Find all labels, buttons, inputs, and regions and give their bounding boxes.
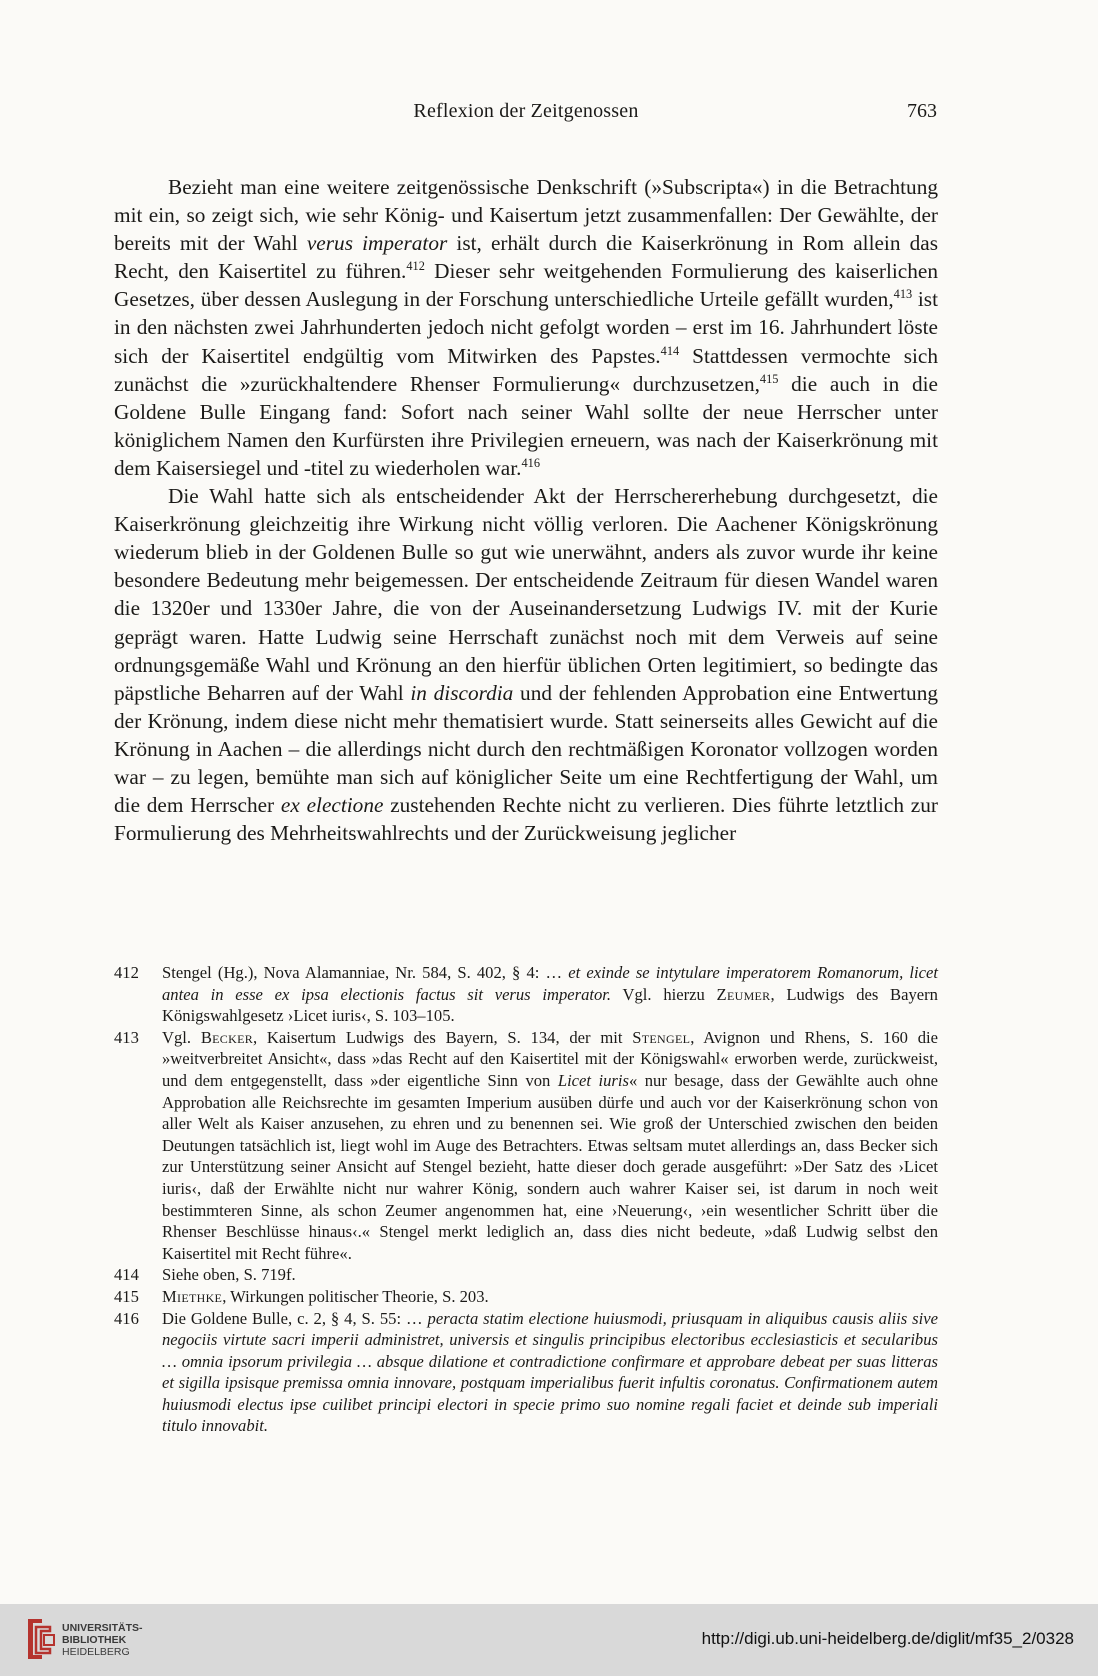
latin-phrase: Licet iuris: [557, 1070, 629, 1090]
text-run: und der fehlenden Approbation eine Entwertung der Krönung, indem diese nicht mehr thematisiert wurde. Statt seinerseits alles Gewicht auf die Krönung in Aachen – die allerdings nicht durch den rechtmäßigen Koronator vollzogen worden war – zu legen, bemühte man sich auf königlicher Seite um eine Rechtfertigung der Wahl, um die dem Herrscher: [114, 680, 939, 818]
footnote-ref-416[interactable]: 416: [521, 455, 540, 470]
text-run: Vgl.: [162, 1027, 201, 1047]
author-name: Stengel: [632, 1027, 691, 1047]
footnote-413: [114, 1027, 938, 1265]
latin-phrase: in discordia: [410, 680, 514, 705]
text-run: zustehenden Rechte nicht zu verlieren. Dies führte letztlich zur Formulierung des Mehrheitswahlrechts und der Zurückweisung jeglicher: [114, 793, 938, 846]
library-logo[interactable]: [24, 1615, 144, 1667]
author-name: Zeumer: [716, 984, 771, 1004]
footnote-text: [162, 962, 938, 1027]
author-name: Becker: [200, 1027, 254, 1047]
latin-quote: peracta statim electione huiusmodi, priusquam in aliquibus causis aliis sive negociis virtute sacri imperii administret, universis et singulis principibus electoribus ecclesiasticis et secularibus … omnia ipsorum privilegia … absque dilatione et contradictione confirmare et approbare debeat per suas litteras et sigilla ipsisque premissa omnia innovare, postquam imperialibus fuerit infultis coronatus. Confirmationem autem huiusmodi electus ipse cuilibet principi electori in specie primo suo nomine regali faciet et deinde sub imperiali titulo innovabit.: [162, 1308, 938, 1436]
text-run: Bezieht man eine weitere zeitgenössische Denkschrift (»Subscripta«) in die Betrachtung mit ein, so zeigt sich, wie sehr König- und Kaisertum jetzt zusammenfallen: Der Gewählte, der bereits mit der Wahl: [114, 175, 938, 256]
running-title: Reflexion der Zeitgenossen: [413, 100, 639, 122]
footnote-text: [162, 1286, 938, 1308]
text-run: , Avignon und Rhens, S. 160 die »weitverbreitet Ansicht«, dass »das Recht auf den Kaisertitel mit der Königswahl« erworben werde, zurückweist, und dem entgegenstellt, dass »der eigentliche Sinn von: [162, 1027, 938, 1090]
footnote-text: Siehe oben, S. 719f.: [162, 1265, 296, 1285]
footnote-text: [162, 1027, 938, 1265]
footnote-ref-414[interactable]: 414: [660, 343, 680, 358]
footnote-415: [114, 1286, 938, 1308]
running-head: [115, 100, 937, 132]
logo-line-1: UNIVERSITÄTS-: [62, 1622, 143, 1634]
permalink-url[interactable]: http://digi.ub.uni-heidelberg.de/diglit/mf35_2/0328: [701, 1629, 1074, 1648]
main-text: [114, 173, 938, 847]
paragraph-1: [114, 173, 938, 482]
text-run: Vgl. hierzu: [611, 984, 717, 1004]
library-footer: [0, 1604, 1098, 1676]
footnote-number: 414: [114, 1265, 139, 1285]
latin-phrase: verus imperator: [306, 231, 448, 256]
footnote-number: 412: [114, 963, 139, 982]
text-run: Stattdessen vermochte sich zunächst die »zurückhaltendere Rhenser Formulierung« durchzusetzen,: [114, 343, 938, 396]
footnote-number: 415: [114, 1286, 139, 1306]
footnote-414: [114, 1264, 938, 1286]
footnote-number: 413: [114, 1027, 139, 1047]
page-number: 763: [907, 100, 937, 122]
text-run: Stengel (Hg.), Nova Alamanniae, Nr. 584, S. 402, § 4: …: [162, 963, 569, 982]
latin-phrase: ex electione: [280, 793, 384, 818]
text-run: « nur besage, dass der Gewählte auch ohne Approbation alle Reichsrechte im gesamten Imperium ausüben dürfe und auch vor der Kaiserkrönung schon von aller Welt als Kaiser anzusehen, zu ehren und zu benennen sei. Wie groß der Unterschied zwischen den beiden Deutungen tatsächlich ist, liegt wohl im Auge des Betrachters. Etwas seltsam mutet allerdings an, dass Becker sich zur Unterstützung seiner Ansicht auf Stengel bezieht, hatte dieser doch gerade ausgeführt: »Der Satz des ›Licet iuris‹, daß der Erwählte nicht nur wahrer König, sondern auch wahrer Kaiser sei, ist darum in noch weit bestimmteren Sinne, als schon Zeumer angenommen hat, eine ›Neuerung‹, ›ein wesentlicher Schritt über die Rhenser Beschlüsse hinaus‹.« Stengel merkt lediglich an, dass dies nicht bedeute, »daß Ludwig selbst den Kaisertitel mit Recht führe«.: [162, 1070, 938, 1263]
footnote-ref-415[interactable]: 415: [759, 371, 779, 386]
text-run: ist in den nächsten zwei Jahrhunderten jedoch nicht gefolgt worden – erst im 16. Jahrhundert löste sich der Kaisertitel endgültig vom Mitwirken des Papstes.: [114, 287, 939, 368]
footnote-ref-412[interactable]: 412: [406, 259, 425, 274]
logo-line-3: HEIDELBERG: [62, 1646, 130, 1658]
text-run: , Kaisertum Ludwigs des Bayern, S. 134, der mit: [253, 1027, 633, 1047]
text-run: Dieser sehr weitgehenden Formulierung des kaiserlichen Gesetzes, über dessen Auslegung in der Forschung unterschiedliche Urteile gefällt wurden,: [114, 259, 938, 312]
logo-line-2: BIBLIOTHEK: [62, 1634, 127, 1646]
text-run: Die Wahl hatte sich als entscheidender Akt der Herrschererhebung durchgesetzt, die Kaiserkrönung gleichzeitig ihre Wirkung nicht völlig verloren. Die Aachener Königskrönung wiederum blieb in der Goldenen Bulle so gut wie unerwähnt, anders als zuvor wurde ihr keine besondere Bedeutung mehr beigemessen. Der entscheidende Zeitraum für diesen Wandel waren die 1320er und 1330er Jahre, die von der Auseinandersetzung Ludwigs IV. mit der Kurie geprägt waren. Hatte Ludwig seine Herrschaft zunächst noch mit dem Verweis auf seine ordnungsgemäße Wahl und Krönung an den hierfür üblichen Orten legitimiert, so bedingte das päpstliche Beharren auf der Wahl: [114, 484, 938, 705]
text-run: , Ludwigs des Bayern Königswahlgesetz ›Licet iuris‹, S. 103–105.: [162, 984, 938, 1026]
latin-quote: et exinde se intytulare imperatorem Romanorum, licet antea in esse ex ipsa electionis factus sit verus imperator.: [162, 963, 938, 1004]
footnote-text: [162, 1308, 938, 1438]
text-run: , Wirkungen politischer Theorie, S. 203.: [222, 1286, 489, 1306]
text-run: ist, erhält durch die Kaiserkrönung in Rom allein das Recht, den Kaisertitel zu führen.: [114, 231, 939, 284]
paragraph-2: [114, 482, 938, 847]
footnote-number: 416: [114, 1308, 139, 1328]
footnotes: [114, 962, 938, 1437]
library-logo-text: [62, 1622, 143, 1658]
footnote-416: [114, 1308, 938, 1438]
author-name: Miethke: [162, 1286, 223, 1306]
footnote-ref-413[interactable]: 413: [893, 287, 913, 302]
footnote-412: [114, 962, 938, 1027]
text-run: die auch in die Goldene Bulle Eingang fand: Sofort nach seiner Wahl sollte der neue Herrscher unter königlichem Namen den Kurfürsten ihre Privilegien erneuern, was nach der Kaiserkrönung mit dem Kaisersiegel und -titel zu wiederholen war.: [114, 371, 938, 480]
text-run: Die Goldene Bulle, c. 2, § 4, S. 55: …: [162, 1308, 428, 1328]
library-logo-icon: [24, 1615, 58, 1665]
